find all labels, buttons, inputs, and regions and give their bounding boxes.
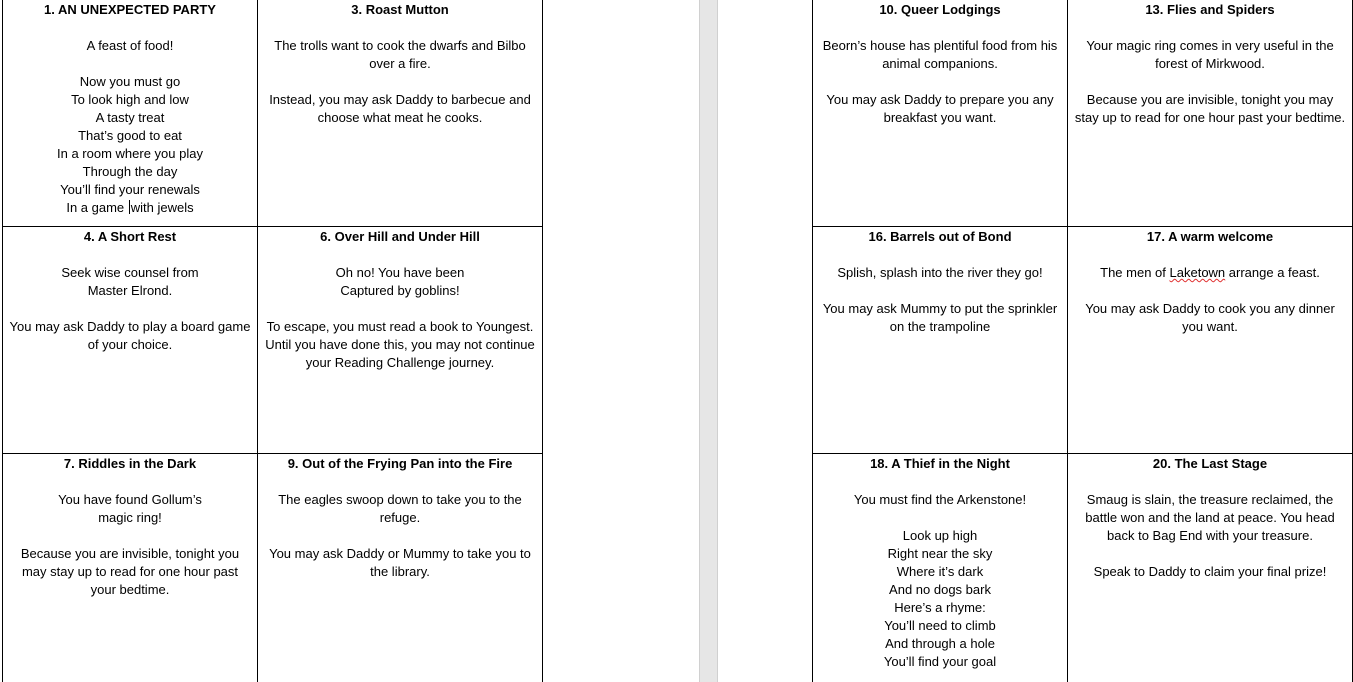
card-line: You may ask Daddy or Mummy to take you to the library. xyxy=(269,546,535,579)
card-line xyxy=(1074,545,1346,563)
challenge-table-right xyxy=(812,0,1353,682)
card-line xyxy=(264,73,536,91)
card-16-barrels-out-of-bond[interactable] xyxy=(813,227,1068,454)
card-line xyxy=(9,55,251,73)
card-line: Through the day xyxy=(82,164,178,179)
card-line: A tasty treat xyxy=(95,110,165,125)
card-line: In a room where you play xyxy=(57,146,203,161)
card-line: You’ll find your renewals xyxy=(60,182,200,197)
card-line: Here’s a rhyme: xyxy=(894,600,986,615)
card-line: Because you are invisible, tonight you may stay up to read for one hour past your bedtime. xyxy=(20,546,243,597)
card-line xyxy=(1074,282,1346,300)
card-line-part: arrange a feast. xyxy=(1225,265,1320,280)
card-title: 10. Queer Lodgings xyxy=(879,2,1001,17)
card-18-a-thief-in-the-night[interactable] xyxy=(813,454,1068,682)
card-line: Oh no! You have been xyxy=(335,265,465,280)
card-1-an-unexpected-party[interactable] xyxy=(3,0,258,227)
card-line xyxy=(264,527,536,545)
card-line: Now you must go xyxy=(79,74,181,89)
card-line: Your magic ring comes in very useful in the forest of Mirkwood. xyxy=(1086,38,1338,71)
card-4-a-short-rest[interactable] xyxy=(3,227,258,454)
card-title: 17. A warm welcome xyxy=(1146,229,1274,244)
card-line: Master Elrond. xyxy=(87,283,173,298)
card-line xyxy=(1074,264,1346,282)
card-line: Smaug is slain, the treasure reclaimed, the battle won and the land at peace. You head back to Bag End with your treasure. xyxy=(1085,492,1339,543)
card-line: You have found Gollum’s xyxy=(58,492,202,507)
card-title: 3. Roast Mutton xyxy=(351,2,449,17)
card-line: Instead, you may ask Daddy to barbecue and choose what meat he cooks. xyxy=(269,92,535,125)
card-title: 16. Barrels out of Bond xyxy=(868,229,1012,244)
card-line: Captured by goblins! xyxy=(340,283,460,298)
card-line: Right near the sky xyxy=(887,546,993,561)
card-line: And through a hole xyxy=(885,636,995,651)
card-line: That’s good to eat xyxy=(78,128,182,143)
card-line: To look high and low xyxy=(71,92,189,107)
card-6-over-hill-and-under-hill[interactable] xyxy=(258,227,543,454)
text-cursor xyxy=(129,200,130,214)
card-line: And no dogs bark xyxy=(889,582,991,597)
card-line: To escape, you must read a book to Youngest. Until you have done this, you may not continue your Reading Challenge journey. xyxy=(265,319,539,370)
card-10-queer-lodgings[interactable] xyxy=(813,0,1068,227)
card-title: 20. The Last Stage xyxy=(1152,456,1268,471)
card-13-flies-and-spiders[interactable] xyxy=(1068,0,1353,227)
card-line: Look up high xyxy=(902,528,978,543)
card-line xyxy=(819,282,1061,300)
card-line xyxy=(819,509,1061,527)
card-line: Seek wise counsel from xyxy=(61,265,199,280)
page-gutter xyxy=(699,0,718,682)
card-line: Because you are invisible, tonight you may stay up to read for one hour past your bedtime. xyxy=(1074,92,1346,125)
card-17-a-warm-welcome[interactable] xyxy=(1068,227,1353,454)
card-line: Beorn’s house has plentiful food from his animal companions. xyxy=(822,38,1061,71)
card-title: 1. AN UNEXPECTED PARTY xyxy=(44,2,216,17)
card-line: You’ll find your goal xyxy=(883,654,997,669)
card-7-riddles-in-the-dark[interactable] xyxy=(3,454,258,682)
card-line: You may ask Mummy to put the sprinkler on the trampoline xyxy=(822,301,1061,334)
card-title: 13. Flies and Spiders xyxy=(1145,2,1275,17)
card-line-part: The men of xyxy=(1100,265,1170,280)
card-line: You’ll need to climb xyxy=(884,618,996,633)
card-3-roast-mutton[interactable] xyxy=(258,0,543,227)
card-line: magic ring! xyxy=(98,510,162,525)
card-line: You may ask Daddy to play a board game of your choice. xyxy=(9,319,255,352)
card-line-part: In a game xyxy=(66,200,128,215)
card-line: You may ask Daddy to cook you any dinner you want. xyxy=(1085,301,1339,334)
card-line xyxy=(1074,73,1346,91)
card-line xyxy=(819,73,1061,91)
card-title: 6. Over Hill and Under Hill xyxy=(320,229,480,244)
card-line xyxy=(9,300,251,318)
card-title: 7. Riddles in the Dark xyxy=(63,456,197,471)
challenge-table-left xyxy=(2,0,543,682)
card-line: You must find the Arkenstone! xyxy=(853,492,1027,507)
card-line xyxy=(264,300,536,318)
spelling-error-word[interactable]: Laketown xyxy=(1169,265,1226,280)
card-20-the-last-stage[interactable] xyxy=(1068,454,1353,682)
card-title: 9. Out of the Frying Pan into the Fire xyxy=(287,456,513,471)
card-line-with-caret[interactable] xyxy=(9,199,251,217)
card-line-part: with jewels xyxy=(130,200,194,215)
document-page-right xyxy=(718,0,1353,682)
card-line: Speak to Daddy to claim your final prize! xyxy=(1093,564,1327,579)
card-line xyxy=(9,527,251,545)
card-line: The eagles swoop down to take you to the refuge. xyxy=(278,492,526,525)
card-line: The trolls want to cook the dwarfs and Bilbo over a fire. xyxy=(274,38,530,71)
card-title: 4. A Short Rest xyxy=(83,229,177,244)
card-9-out-of-the-frying-pan[interactable] xyxy=(258,454,543,682)
card-line: A feast of food! xyxy=(86,38,174,53)
card-line: You may ask Daddy to prepare you any breakfast you want. xyxy=(826,92,1058,125)
card-line: Where it’s dark xyxy=(896,564,984,579)
card-line: Splish, splash into the river they go! xyxy=(837,265,1043,280)
card-title: 18. A Thief in the Night xyxy=(870,456,1010,471)
